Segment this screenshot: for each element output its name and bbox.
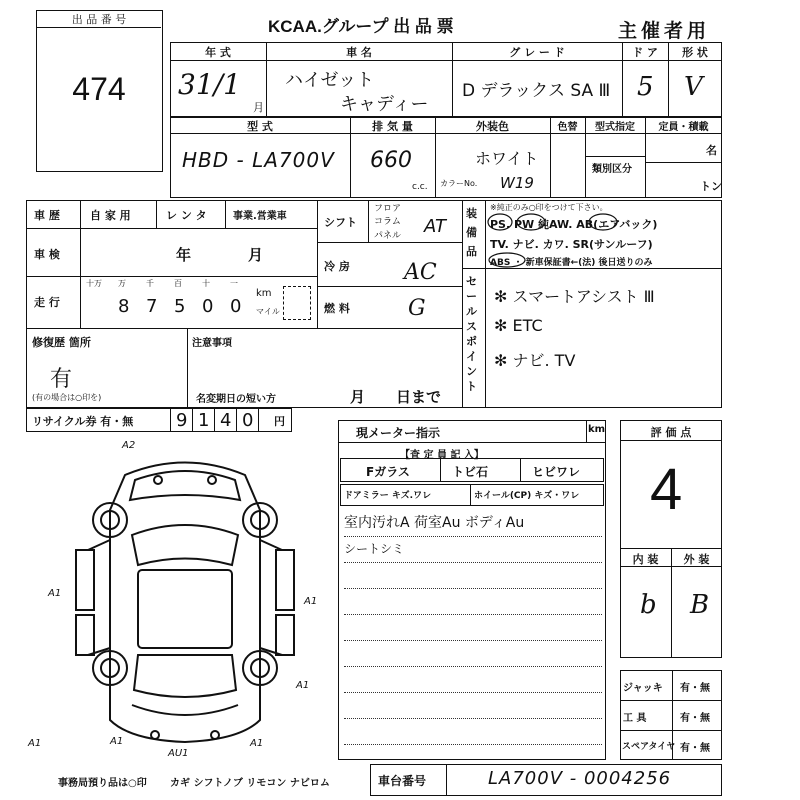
damage-mark: A1: [250, 738, 264, 749]
tools-label: 工 具: [623, 713, 647, 724]
fglass-crack-value: ヒビワレ: [532, 465, 581, 479]
equipment-line3: ABS ・ 新車保証書←(法) 後日送りのみ: [490, 258, 653, 268]
inspector-note: 室内汚れA 荷室Au ボディAu: [344, 515, 525, 531]
color-no-label: カラーNo.: [440, 179, 478, 188]
repair-history-value: 有: [50, 367, 73, 392]
mileage-label: 走 行: [34, 296, 60, 309]
digit-header: 一: [230, 279, 238, 288]
fglass-label: Fガラス: [366, 465, 410, 479]
rating-value: 4: [650, 457, 683, 522]
rating-label: 評 価 点: [650, 426, 692, 439]
inspection-year-unit: 年: [176, 246, 192, 264]
history-option-private: 自 家 用: [90, 209, 131, 222]
exterior-color-label: 外装色: [476, 120, 509, 133]
equipment-circles: [485, 200, 722, 268]
sales-point-item: ✻ ETC: [494, 316, 543, 335]
displacement-label: 排 気 量: [372, 120, 413, 133]
mileage-digit: 8: [118, 296, 130, 317]
fuel-value: G: [408, 296, 426, 321]
damage-mark: A1: [304, 596, 318, 607]
office-items: カギ シフトノブ リモコン ナビロム: [170, 778, 330, 789]
equipment-line1: PS. PW 純AW. AB(エアバック): [490, 218, 658, 231]
damage-mark: A1: [296, 680, 310, 691]
meter-label: 現メーター指示: [356, 426, 441, 440]
grade-label: グ レ ー ド: [509, 46, 565, 59]
shape-label: 形 状: [682, 46, 708, 59]
interior-label: 内 装: [632, 553, 659, 566]
meter-km-unit: km: [588, 424, 606, 435]
tools-option: 有・無: [680, 713, 710, 724]
cc-unit: c.c.: [412, 182, 428, 192]
inspector-title: 【査 定 員 記 入】: [400, 450, 484, 461]
name-change-day: 日まで: [396, 388, 442, 406]
history-option-rental: レ ン タ: [166, 209, 207, 222]
shape-value: V: [684, 72, 703, 102]
shift-option-column: コラム: [374, 217, 401, 227]
group-title: KCAA.グループ 出 品 票: [268, 17, 454, 36]
displacement-value: 660: [370, 148, 412, 173]
sales-point-item: ✻ スマートアシスト Ⅲ: [494, 287, 655, 306]
shift-label: シフト: [324, 216, 357, 229]
repair-history-label: 修復歴 箇所: [32, 336, 91, 349]
fglass-chip-value: トビ石: [452, 465, 489, 479]
name-change-month: 月: [350, 388, 366, 406]
mileage-digit: 5: [174, 296, 186, 317]
sales-point-item: ✻ ナビ. TV: [494, 351, 576, 370]
fuel-label: 燃 料: [324, 302, 350, 315]
month-mark: 月: [253, 101, 264, 114]
wheel-label: ホイール(CP) キズ・ワレ: [474, 491, 580, 501]
caution-label: 注意事項: [192, 338, 232, 349]
history-option-business: 事業.営業車: [233, 211, 287, 222]
spare-tire-label: スペアタイヤ: [622, 742, 676, 752]
digit-header: 千: [146, 279, 154, 288]
office-note: 事務局預り品は○印: [58, 778, 147, 789]
capacity-label: 定員・積載: [658, 122, 709, 133]
damage-mark: A1: [28, 738, 42, 749]
digit-header: 百: [174, 279, 182, 288]
recycle-digit: 9: [176, 410, 188, 431]
exterior-color-value: ホワイト: [475, 149, 539, 168]
spare-tire-option: 有・無: [680, 743, 710, 754]
color-change-label: 色替: [557, 122, 578, 133]
grade-value: D デラックス SA Ⅲ: [462, 81, 611, 101]
car-damage-diagram: [40, 440, 330, 760]
jack-label: ジャッキ: [623, 683, 663, 694]
inspection-label: 車 検: [34, 248, 60, 261]
mirror-label: ドアミラー キズ.ワレ: [344, 491, 432, 501]
recycle-digit: 4: [220, 410, 232, 431]
mileage-digit: 0: [230, 296, 242, 317]
equipment-line2: TV. ナビ. カワ. SR(サンルーフ): [490, 238, 653, 251]
damage-mark: A1: [48, 588, 62, 599]
recycle-label: リサイクル券 有・無: [32, 415, 134, 428]
jack-option: 有・無: [680, 683, 710, 694]
mileage-digit: 7: [146, 296, 158, 317]
digit-header: 十万: [86, 279, 102, 288]
damage-mark: A1: [110, 736, 124, 747]
color-no-value: W19: [500, 174, 534, 192]
damage-mark: AU1: [168, 748, 189, 759]
year-value: 31/1: [178, 68, 241, 101]
persons-unit: 名: [706, 144, 717, 157]
mile-checkbox: [283, 286, 311, 320]
name-change-label: 名変期日の短い方: [196, 394, 276, 405]
copy-label: 主催者用: [618, 20, 711, 42]
lot-number-value: 474: [72, 71, 126, 107]
shift-option-panel: パネル: [374, 231, 402, 241]
sales-points-label: セールスポイント: [466, 275, 477, 393]
km-label: km: [256, 288, 272, 299]
model-designation-label: 型式指定: [595, 122, 635, 133]
vehicle-name-line1: ハイゼット: [285, 70, 375, 91]
lot-number-label: 出 品 番 号: [37, 11, 161, 28]
recycle-digit: 0: [242, 410, 254, 431]
door-label: ド ア: [632, 46, 658, 59]
aircon-label: 冷 房: [324, 260, 350, 273]
category-label: 類別区分: [592, 164, 632, 175]
exterior-label: 外 装: [683, 553, 710, 566]
inspection-month-unit: 月: [248, 246, 264, 264]
model-value: HBD - LA700V: [182, 148, 335, 172]
equipment-label: 装備品: [466, 207, 477, 258]
year-label: 年 式: [205, 46, 231, 59]
repair-history-note: (有の場合は○印を): [32, 393, 102, 402]
history-label: 車 歴: [34, 209, 60, 222]
mileage-digit: 0: [202, 296, 214, 317]
aircon-value: AC: [404, 260, 437, 285]
recycle-digit: 1: [198, 410, 210, 431]
vehicle-name-line2: キャディー: [340, 94, 429, 115]
digit-header: 十: [202, 279, 210, 288]
exterior-value: B: [690, 590, 710, 620]
digit-header: 万: [118, 279, 126, 288]
tons-unit: トン: [700, 180, 722, 193]
chassis-label: 車台番号: [378, 774, 427, 788]
recycle-yen-unit: 円: [274, 415, 285, 428]
mile-label: マイル: [256, 307, 280, 316]
mileage-digits: [82, 278, 250, 326]
vehicle-name-label: 車 名: [346, 46, 372, 59]
interior-value: b: [640, 590, 657, 620]
chassis-value: LA700V - 0004256: [488, 768, 672, 789]
equipment-note: ※純正のみ○印をつけて下さい。: [490, 203, 608, 212]
lot-number-box: [36, 10, 163, 172]
shift-value: AT: [424, 216, 446, 237]
damage-mark: A2: [122, 440, 136, 451]
shift-option-floor: フロア: [374, 204, 402, 214]
model-label: 型 式: [247, 120, 273, 133]
inspector-note: シートシミ: [344, 542, 405, 556]
door-value: 5: [637, 72, 654, 102]
